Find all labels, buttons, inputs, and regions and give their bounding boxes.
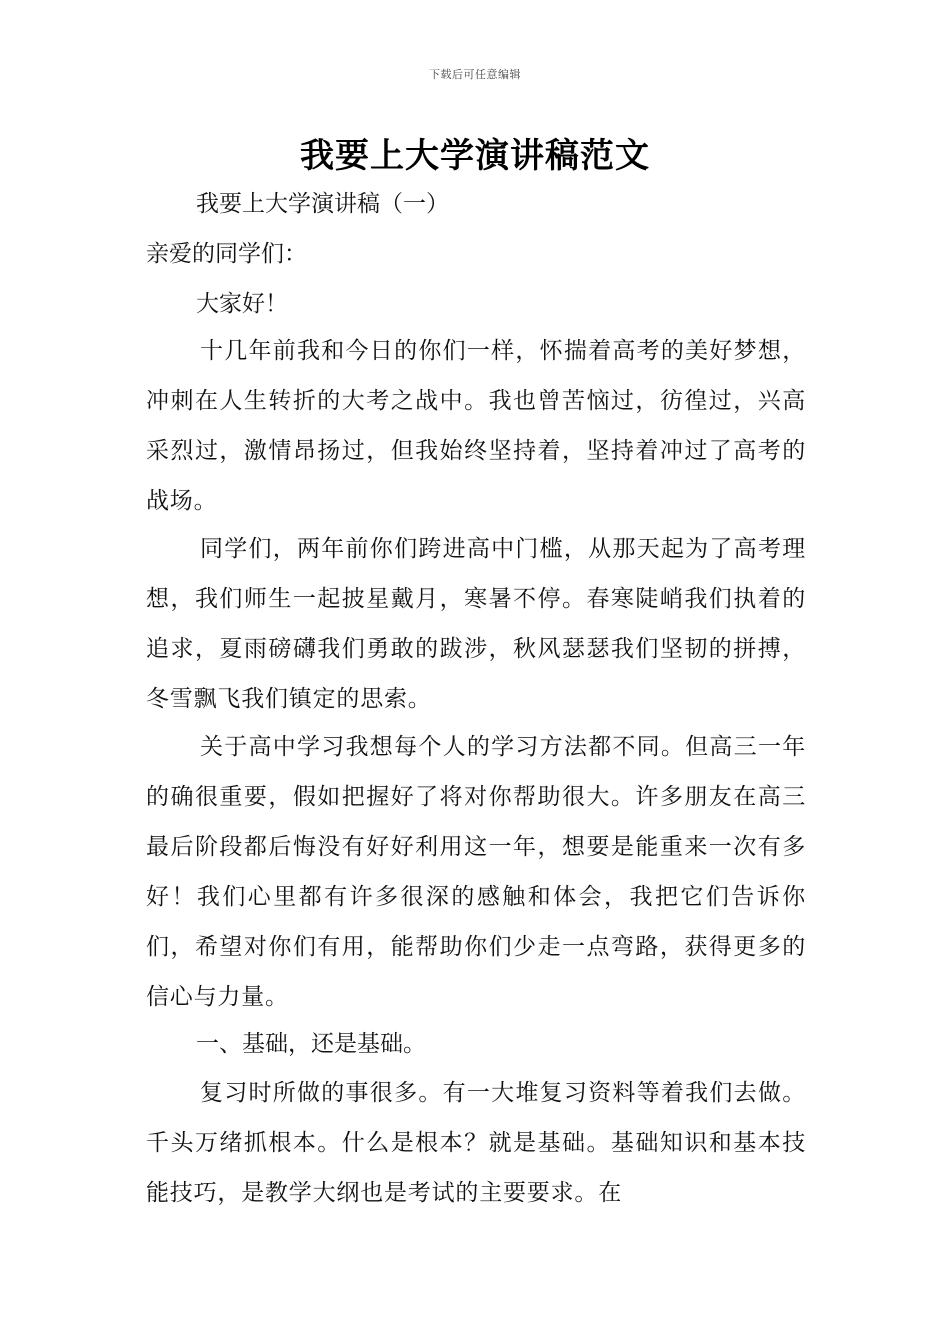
document-title: 我要上大学演讲稿范文 — [300, 136, 650, 176]
body-paragraph: 十几年前我和今日的你们一样，怀揣着高考的美好梦想，冲刺在人生转折的大考之战中。我也曾苦恼过，彷徨过，兴高采烈过，激情昂扬过，但我始终坚持着，坚持着冲过了高考的战场。 — [146, 338, 806, 514]
salutation: 亲爱的同学们： — [146, 241, 307, 267]
body-paragraph: 同学们，两年前你们跨进高中门槛，从那天起为了高考理想，我们师生一起披星戴月，寒暑不停。春寒陡峭我们执着的追求，夏雨磅礴我们勇敢的跋涉，秋风瑟瑟我们坚韧的拼搏，冬雪飘飞我们镇定的思索。 — [146, 536, 806, 712]
header-note: 下载后可任意编辑 — [429, 68, 521, 81]
body-paragraph: 关于高中学习我想每个人的学习方法都不同。但高三一年的确很重要，假如把握好了将对你帮助很大。许多朋友在高三最后阶段都后悔没有好好利用这一年，想要是能重来一次有多好！我们心里都有许多很深的感触和体会，我把它们告诉你们，希望对你们有用，能帮助你们少走一点弯路，获得更多的信心与力量。 — [146, 734, 806, 1010]
speech-subtitle: 我要上大学演讲稿（一） — [196, 191, 449, 217]
opening-greeting: 大家好！ — [196, 291, 288, 317]
section-heading: 一、基础，还是基础。 — [196, 1031, 426, 1057]
body-paragraph: 复习时所做的事很多。有一大堆复习资料等着我们去做。千头万绪抓根本。什么是根本？就是基础。基础知识和基本技能技巧，是教学大纲也是考试的主要要求。在 — [146, 1080, 806, 1206]
